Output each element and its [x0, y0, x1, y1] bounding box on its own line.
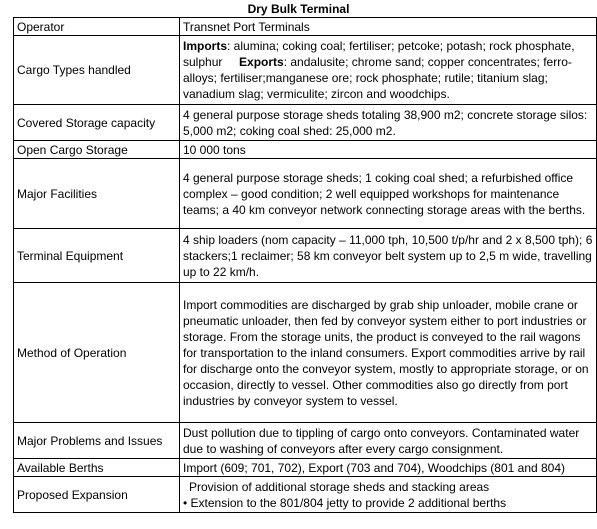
- row-label: Open Cargo Storage: [14, 141, 180, 159]
- table-row: [14, 283, 597, 423]
- row-value: 4 general purpose storage sheds; 1 coking coal shed; a refurbished office complex – good condition; 2 well equipped workshops for maintenance teams; a 40 km conveyor network connecting storage areas with the berths.: [180, 159, 597, 229]
- row-value: Import commodities are discharged by grab ship unloader, mobile crane or pneumatic unloader, then fed by conveyor system either to port industries or storage. From the storage units, the product is conveyed to the rail wagons for transportation to the inland consumers. Export commodities arrive by rail for discharge onto the conveyor system, mostly to appropriate storage, or on occasion, directly to vessel. Other commodities also go directly from port industries by conveyor system to vessel.: [180, 283, 597, 423]
- row-label: Covered Storage capacity: [14, 105, 180, 141]
- table-row: [14, 36, 597, 105]
- row-value: 4 ship loaders (nom capacity – 11,000 tph, 10,500 t/p/hr and 2 x 8,500 tph); 6 stackers;1 reclaimer; 58 km conveyor belt system up to 2,5 m wide, travelling up to 22 km/h.: [180, 229, 597, 283]
- exports-label: Exports: [239, 55, 284, 69]
- row-value: Import (609; 701, 702), Export (703 and 704), Woodchips (801 and 804): [180, 459, 597, 477]
- terminal-info-table: [13, 17, 597, 513]
- table-row: [14, 229, 597, 283]
- imports-label: Imports: [183, 39, 228, 53]
- row-label: Major Problems and Issues: [14, 423, 180, 459]
- table-row: [14, 477, 597, 513]
- row-value: 10 000 tons: [180, 141, 597, 159]
- table-row: [14, 18, 597, 36]
- expansion-cell: [180, 477, 597, 513]
- imports-text: : alumina; coking coal; fertiliser; petcoke; potash; rock phosphate, sulphur: [183, 39, 575, 69]
- row-value: Dust pollution due to tippling of cargo onto conveyors. Contaminated water due to washing of conveyors after every cargo consignment.: [180, 423, 597, 459]
- row-label: Available Berths: [14, 459, 180, 477]
- row-label: Major Facilities: [14, 159, 180, 229]
- row-label: Method of Operation: [14, 283, 180, 423]
- table-row: [14, 423, 597, 459]
- expansion-item: • Extension to the 801/804 jetty to provide 2 additional berths: [183, 495, 507, 510]
- table-row: [14, 159, 597, 229]
- table-row: [14, 141, 597, 159]
- expansion-item: Provision of additional storage sheds and stacking areas: [189, 479, 490, 494]
- row-label: Operator: [14, 18, 180, 36]
- cargo-types-cell: [180, 36, 597, 105]
- table-row: [14, 105, 597, 141]
- row-label: Cargo Types handled: [14, 36, 180, 105]
- row-value: Transnet Port Terminals: [180, 18, 597, 36]
- exports-text: : andalusite; chrome sand; copper concentrates; ferro- alloys; fertiliser;manganese ore; rock phosphate; rutile; titanium slag; vanadium slag; vermiculite; zircon and woodchips.: [183, 55, 572, 101]
- row-value: 4 general purpose storage sheds totaling 38,900 m2; concrete storage silos: 5,000 m2; coking coal shed: 25,000 m2.: [180, 105, 597, 141]
- row-label: Proposed Expansion: [14, 477, 180, 513]
- table-row: [14, 459, 597, 477]
- row-label: Terminal Equipment: [14, 229, 180, 283]
- page-title: Dry Bulk Terminal: [247, 2, 350, 16]
